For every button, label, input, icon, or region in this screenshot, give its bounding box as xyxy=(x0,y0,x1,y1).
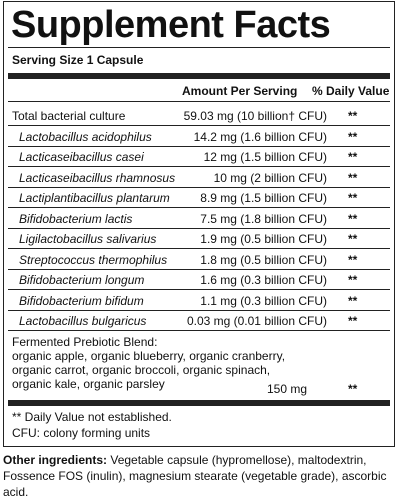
nutrient-daily-value: ** xyxy=(348,314,358,328)
serving-size: Serving Size 1 Capsule xyxy=(12,53,144,67)
nutrient-name: Streptococcus thermophilus xyxy=(19,252,168,267)
nutrient-daily-value: ** xyxy=(348,129,358,144)
nutrient-daily-value: ** xyxy=(348,170,358,185)
supplement-facts-panel xyxy=(3,1,395,447)
blend-title: Fermented Prebiotic Blend: xyxy=(12,335,158,349)
table-row xyxy=(8,147,390,167)
daily-value-header: % Daily Value xyxy=(312,84,390,98)
nutrient-amount: 1.6 mg (0.3 billion CFU) xyxy=(200,273,327,287)
nutrient-amount: 1.8 mg (0.5 billion CFU) xyxy=(200,252,327,267)
nutrient-daily-value: ** xyxy=(348,293,358,308)
nutrient-amount: 1.1 mg (0.3 billion CFU) xyxy=(200,293,327,308)
table-row xyxy=(8,188,390,208)
table-row xyxy=(8,270,390,290)
table-row xyxy=(8,291,390,311)
blend-line: organic apple, organic blueberry, organic cranberry, xyxy=(12,349,286,363)
other-ingredients xyxy=(3,452,397,500)
panel-title: Supplement Facts xyxy=(11,4,331,46)
nutrient-daily-value: ** xyxy=(348,150,358,164)
other-ingredients-text: Vegetable capsule (hypromellose), maltodextrin, Fossence FOS (inulin), magnesium stearate (vegetable grade), ascorbic acid. xyxy=(3,453,387,499)
nutrient-name: Lacticaseibacillus casei xyxy=(19,150,144,164)
table-row xyxy=(8,250,390,270)
title-divider xyxy=(8,47,390,48)
table-row xyxy=(8,127,390,147)
nutrient-name: Total bacterial culture xyxy=(12,109,126,123)
nutrient-name: Lactobacillus bulgaricus xyxy=(19,314,147,328)
other-ingredients-label: Other ingredients: xyxy=(3,453,108,467)
blend-line: organic carrot, organic broccoli, organic spinach, xyxy=(12,363,271,377)
nutrient-amount: 0.03 mg (0.01 billion CFU) xyxy=(186,314,327,328)
table-row xyxy=(8,209,390,229)
nutrient-amount: 10 mg (2 billion CFU) xyxy=(213,170,327,185)
nutrient-daily-value: ** xyxy=(348,232,358,246)
table-row xyxy=(8,106,390,126)
dv-footnote: ** Daily Value not established. xyxy=(12,410,172,424)
nutrient-name: Lactiplantibacillus plantarum xyxy=(19,191,170,205)
table-row xyxy=(8,168,390,188)
nutrient-name: Bifidobacterium bifidum xyxy=(19,293,144,308)
nutrient-name: Lactobacillus acidophilus xyxy=(19,129,152,144)
blend-divider xyxy=(8,400,390,406)
blend-line: organic kale, organic parsley xyxy=(12,377,165,391)
table-row xyxy=(8,229,390,249)
blend-daily-value: ** xyxy=(348,382,358,396)
nutrient-amount: 14.2 mg (1.6 billion CFU) xyxy=(193,129,327,144)
nutrient-name: Bifidobacterium longum xyxy=(19,273,145,287)
serving-divider xyxy=(8,73,390,79)
nutrient-daily-value: ** xyxy=(348,273,358,287)
amount-header: Amount Per Serving xyxy=(182,84,298,98)
blend-amount: 150 mg xyxy=(267,382,308,396)
cfu-footnote: CFU: colony forming units xyxy=(12,426,151,440)
nutrient-daily-value: ** xyxy=(348,191,358,205)
nutrient-amount: 59.03 mg (10 billion† CFU) xyxy=(183,109,327,123)
table-row xyxy=(8,311,390,331)
nutrient-amount: 8.9 mg (1.5 billion CFU) xyxy=(200,191,327,205)
row-divider xyxy=(8,330,390,331)
nutrient-name: Bifidobacterium lactis xyxy=(19,211,133,226)
nutrient-amount: 7.5 mg (1.8 billion CFU) xyxy=(200,211,327,226)
nutrient-name: Ligilactobacillus salivarius xyxy=(19,232,157,246)
nutrient-amount: 1.9 mg (0.5 billion CFU) xyxy=(200,232,327,246)
nutrient-name: Lacticaseibacillus rhamnosus xyxy=(19,170,176,185)
nutrient-daily-value: ** xyxy=(348,109,358,123)
nutrient-amount: 12 mg (1.5 billion CFU) xyxy=(203,150,327,164)
header-divider xyxy=(8,101,390,102)
nutrient-daily-value: ** xyxy=(348,211,358,226)
nutrient-daily-value: ** xyxy=(348,252,358,267)
